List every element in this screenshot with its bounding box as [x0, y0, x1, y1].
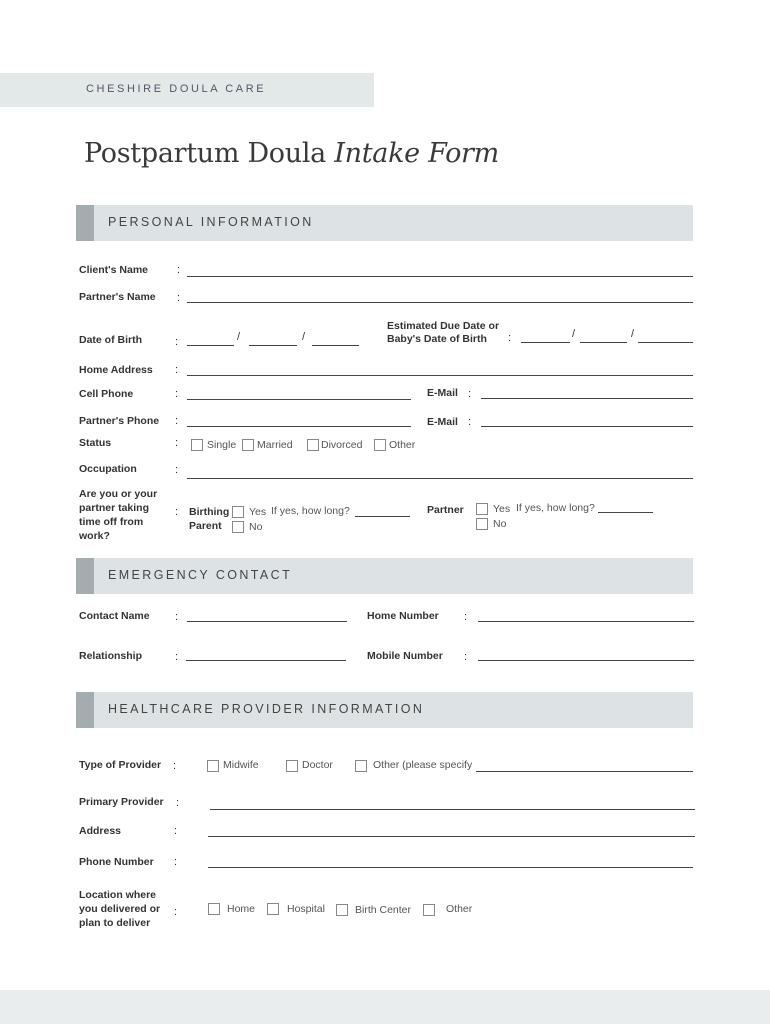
title-italic: Intake Form [334, 138, 499, 169]
location-question-line1: Location where [79, 889, 157, 901]
relationship-label: Relationship [79, 650, 143, 662]
provider-other-label: Other (please specify [373, 759, 473, 771]
provider-phone-field[interactable] [208, 867, 693, 868]
client-name-field[interactable] [187, 276, 693, 277]
colon: : [174, 825, 178, 837]
colon: : [175, 364, 179, 376]
section-title: HEALTHCARE PROVIDER INFORMATION [108, 702, 425, 716]
due-year-field[interactable] [638, 342, 693, 343]
slash: / [237, 331, 241, 343]
location-hospital-label: Hospital [287, 903, 325, 915]
colon: : [175, 506, 179, 518]
location-home-checkbox[interactable] [208, 903, 220, 915]
occupation-field[interactable] [187, 478, 693, 479]
brand-name: CHESHIRE DOULA CARE [86, 83, 267, 95]
birthing-yes-label: Yes [249, 506, 267, 518]
section-accent-bar [76, 692, 94, 728]
section-accent-bar [76, 558, 94, 594]
due-day-field[interactable] [580, 342, 627, 343]
birthing-how-long-label: If yes, how long? [271, 505, 350, 517]
status-divorced-checkbox[interactable] [307, 439, 319, 451]
due-month-field[interactable] [521, 342, 570, 343]
mobile-number-field[interactable] [478, 660, 694, 661]
provider-midwife-checkbox[interactable] [207, 760, 219, 772]
colon: : [175, 464, 179, 476]
partner-name-field[interactable] [187, 302, 693, 303]
cell-phone-label: Cell Phone [79, 388, 134, 400]
footer-band [0, 990, 770, 1024]
birthing-no-label: No [249, 521, 263, 533]
colon: : [174, 906, 178, 918]
colon: : [175, 336, 179, 348]
home-address-field[interactable] [187, 375, 693, 376]
location-birth-center-label: Birth Center [355, 904, 412, 916]
partner-phone-field[interactable] [187, 426, 411, 427]
location-other-checkbox[interactable] [423, 904, 435, 916]
location-birth-center-checkbox[interactable] [336, 904, 348, 916]
type-of-provider-label: Type of Provider [79, 759, 162, 771]
provider-midwife-label: Midwife [223, 759, 259, 771]
partner-name-label: Partner's Name [79, 291, 156, 303]
birthing-yes-checkbox[interactable] [232, 506, 244, 518]
title-regular: Postpartum Doula [84, 138, 326, 169]
provider-phone-label: Phone Number [79, 856, 154, 868]
slash: / [631, 328, 635, 340]
colon: : [175, 388, 179, 400]
status-married-label: Married [257, 439, 293, 451]
status-other-checkbox[interactable] [374, 439, 386, 451]
time-off-question-line1: Are you or your [79, 488, 158, 500]
cell-phone-field[interactable] [187, 399, 411, 400]
page-title [84, 138, 499, 169]
provider-doctor-label: Doctor [302, 759, 333, 771]
slash: / [572, 328, 576, 340]
partner-time-off-label: Partner [427, 504, 464, 516]
primary-provider-label: Primary Provider [79, 796, 164, 808]
slash: / [302, 331, 306, 343]
colon: : [177, 264, 181, 276]
mobile-number-label: Mobile Number [367, 650, 443, 662]
email-label: E-Mail [427, 387, 458, 399]
primary-provider-field[interactable] [210, 809, 695, 810]
time-off-question-line4: work? [79, 530, 110, 542]
partner-no-label: No [493, 518, 507, 530]
dob-day-field[interactable] [249, 345, 297, 346]
status-single-label: Single [207, 439, 237, 451]
section-personal-information [76, 205, 693, 241]
provider-address-label: Address [79, 825, 122, 837]
status-single-checkbox[interactable] [191, 439, 203, 451]
time-off-question-line3: time off from [79, 516, 144, 528]
colon: : [174, 856, 178, 868]
contact-name-label: Contact Name [79, 610, 150, 622]
due-date-label-line1: Estimated Due Date or [387, 320, 500, 332]
dob-month-field[interactable] [187, 345, 234, 346]
partner-yes-checkbox[interactable] [476, 503, 488, 515]
partner-no-checkbox[interactable] [476, 518, 488, 530]
colon: : [176, 797, 180, 809]
section-title: EMERGENCY CONTACT [108, 568, 293, 582]
due-date-label-line2: Baby's Date of Birth [387, 333, 487, 345]
provider-other-field[interactable] [476, 771, 693, 772]
colon: : [468, 416, 472, 428]
email-field[interactable] [481, 398, 693, 399]
colon: : [175, 415, 179, 427]
partner-phone-label: Partner's Phone [79, 415, 160, 427]
colon: : [468, 388, 472, 400]
partner-how-long-field[interactable] [598, 512, 653, 513]
dob-year-field[interactable] [312, 345, 359, 346]
client-name-label: Client's Name [79, 264, 149, 276]
section-title: PERSONAL INFORMATION [108, 215, 314, 229]
birthing-no-checkbox[interactable] [232, 521, 244, 533]
status-married-checkbox[interactable] [242, 439, 254, 451]
location-home-label: Home [227, 903, 256, 915]
location-question-line2: you delivered or [79, 903, 161, 915]
provider-other-checkbox[interactable] [355, 760, 367, 772]
home-number-label: Home Number [367, 610, 439, 622]
colon: : [175, 437, 179, 449]
colon: : [175, 651, 179, 663]
colon: : [173, 760, 177, 772]
home-address-label: Home Address [79, 364, 153, 376]
colon: : [464, 651, 468, 663]
section-emergency-contact [76, 558, 693, 594]
email-label: E-Mail [427, 416, 458, 428]
provider-doctor-checkbox[interactable] [286, 760, 298, 772]
provider-address-field[interactable] [208, 836, 695, 837]
colon: : [177, 292, 181, 304]
partner-how-long-label: If yes, how long? [516, 502, 595, 514]
location-hospital-checkbox[interactable] [267, 903, 279, 915]
colon: : [175, 611, 179, 623]
occupation-label: Occupation [79, 463, 137, 475]
partner-yes-label: Yes [493, 503, 511, 515]
status-divorced-label: Divorced [321, 439, 363, 451]
status-label: Status [79, 437, 112, 449]
birthing-parent-label-line1: Birthing [189, 506, 230, 518]
contact-name-field[interactable] [187, 621, 347, 622]
colon: : [464, 611, 468, 623]
partner-email-field[interactable] [481, 426, 693, 427]
birthing-how-long-field[interactable] [355, 516, 410, 517]
time-off-question-line2: partner taking [79, 502, 150, 514]
home-number-field[interactable] [478, 621, 694, 622]
colon: : [508, 332, 512, 344]
location-question-line3: plan to deliver [79, 917, 151, 929]
status-other-label: Other [389, 439, 416, 451]
section-accent-bar [76, 205, 94, 241]
dob-label: Date of Birth [79, 334, 142, 346]
birthing-parent-label-line2: Parent [189, 520, 222, 532]
section-healthcare-provider [76, 692, 693, 728]
location-other-label: Other [446, 903, 473, 915]
relationship-field[interactable] [186, 660, 346, 661]
